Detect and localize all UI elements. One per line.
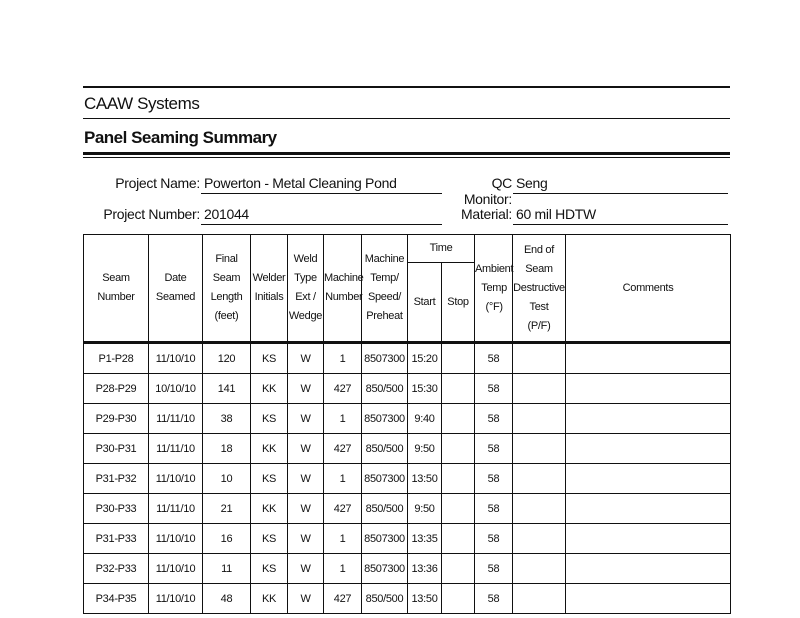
material-label: Material: [461, 206, 512, 222]
cell-final-length: 11 [203, 554, 251, 584]
cell-destructive-test [513, 554, 566, 584]
table-body [84, 343, 731, 614]
cell-date-seamed: 11/10/10 [149, 524, 203, 554]
cell-time-start: 13:50 [408, 584, 442, 614]
cell-weld-type: W [288, 584, 324, 614]
cell-welder-initials: KS [251, 554, 288, 584]
material-value: 60 mil HDTW [513, 206, 728, 225]
cell-time-stop [442, 404, 475, 434]
col-time-stop: Stop [442, 263, 475, 343]
divider-rule [83, 118, 730, 119]
col-final-seam-length: Final Seam Length (feet) [203, 235, 251, 343]
cell-seam-number: P29-P30 [84, 404, 149, 434]
qc-monitor-label: QC Monitor: [463, 175, 512, 207]
cell-machine-temp: 8507300 [362, 343, 408, 374]
col-comments: Comments [566, 235, 731, 343]
cell-time-stop [442, 464, 475, 494]
col-seam-number: Seam Number [84, 235, 149, 343]
title-rule-thick [83, 152, 730, 155]
cell-machine-number: 427 [324, 584, 362, 614]
cell-weld-type: W [288, 524, 324, 554]
cell-weld-type: W [288, 464, 324, 494]
cell-final-length: 10 [203, 464, 251, 494]
cell-comments [566, 524, 731, 554]
seaming-table [83, 234, 731, 614]
cell-comments [566, 464, 731, 494]
cell-seam-number: P30-P33 [84, 494, 149, 524]
cell-destructive-test [513, 434, 566, 464]
cell-welder-initials: KS [251, 343, 288, 374]
cell-seam-number: P32-P33 [84, 554, 149, 584]
cell-machine-temp: 850/500 [362, 434, 408, 464]
cell-machine-number: 427 [324, 494, 362, 524]
cell-comments [566, 404, 731, 434]
cell-time-start: 9:40 [408, 404, 442, 434]
col-time-start: Start [408, 263, 442, 343]
cell-machine-number: 1 [324, 464, 362, 494]
cell-machine-temp: 850/500 [362, 584, 408, 614]
cell-comments [566, 584, 731, 614]
page-title: Panel Seaming Summary [84, 128, 277, 147]
project-number-label: Project Number: [103, 206, 200, 222]
cell-date-seamed: 11/10/10 [149, 584, 203, 614]
cell-machine-number: 427 [324, 374, 362, 404]
col-welder-initials: Welder Initials [251, 235, 288, 343]
cell-date-seamed: 11/10/10 [149, 554, 203, 584]
cell-weld-type: W [288, 404, 324, 434]
cell-machine-number: 1 [324, 554, 362, 584]
cell-time-stop [442, 554, 475, 584]
cell-destructive-test [513, 343, 566, 374]
project-name-label: Project Name: [115, 175, 200, 191]
cell-time-stop [442, 494, 475, 524]
cell-comments [566, 554, 731, 584]
table-row [84, 584, 731, 614]
cell-seam-number: P31-P33 [84, 524, 149, 554]
cell-weld-type: W [288, 554, 324, 584]
cell-seam-number: P30-P31 [84, 434, 149, 464]
cell-comments [566, 374, 731, 404]
cell-ambient-temp: 58 [475, 584, 513, 614]
cell-time-start: 13:35 [408, 524, 442, 554]
cell-ambient-temp: 58 [475, 464, 513, 494]
table-row [84, 343, 731, 374]
cell-date-seamed: 11/10/10 [149, 464, 203, 494]
cell-ambient-temp: 58 [475, 374, 513, 404]
col-weld-type: Weld Type Ext / Wedge [288, 235, 324, 343]
table-row [84, 554, 731, 584]
cell-final-length: 120 [203, 343, 251, 374]
col-ambient-temp: Ambient Temp (°F) [475, 235, 513, 343]
cell-machine-temp: 8507300 [362, 524, 408, 554]
company-name: CAAW Systems [84, 94, 200, 113]
cell-final-length: 18 [203, 434, 251, 464]
cell-time-start: 9:50 [408, 434, 442, 464]
cell-time-stop [442, 524, 475, 554]
table-header-row [84, 235, 731, 263]
cell-comments [566, 494, 731, 524]
table-row [84, 464, 731, 494]
table-row [84, 524, 731, 554]
cell-weld-type: W [288, 343, 324, 374]
cell-machine-temp: 8507300 [362, 464, 408, 494]
cell-machine-temp: 8507300 [362, 404, 408, 434]
cell-final-length: 48 [203, 584, 251, 614]
cell-welder-initials: KS [251, 404, 288, 434]
cell-comments [566, 434, 731, 464]
cell-time-start: 15:20 [408, 343, 442, 374]
cell-seam-number: P31-P32 [84, 464, 149, 494]
cell-weld-type: W [288, 374, 324, 404]
cell-machine-number: 1 [324, 404, 362, 434]
col-time: Time [408, 235, 475, 263]
table-row [84, 434, 731, 464]
col-date-seamed: Date Seamed [149, 235, 203, 343]
cell-final-length: 38 [203, 404, 251, 434]
cell-destructive-test [513, 374, 566, 404]
cell-destructive-test [513, 524, 566, 554]
qc-monitor-value: Seng [513, 175, 728, 194]
cell-machine-temp: 8507300 [362, 554, 408, 584]
col-machine-number: Machine Number [324, 235, 362, 343]
cell-seam-number: P1-P28 [84, 343, 149, 374]
cell-ambient-temp: 58 [475, 524, 513, 554]
cell-welder-initials: KK [251, 374, 288, 404]
cell-welder-initials: KK [251, 494, 288, 524]
cell-ambient-temp: 58 [475, 554, 513, 584]
col-machine-temp: Machine Temp/ Speed/ Preheat [362, 235, 408, 343]
project-number-value: 201044 [201, 206, 442, 225]
cell-destructive-test [513, 404, 566, 434]
cell-time-stop [442, 434, 475, 464]
cell-ambient-temp: 58 [475, 434, 513, 464]
cell-machine-number: 427 [324, 434, 362, 464]
cell-machine-temp: 850/500 [362, 494, 408, 524]
cell-time-start: 9:50 [408, 494, 442, 524]
cell-time-start: 13:36 [408, 554, 442, 584]
cell-final-length: 21 [203, 494, 251, 524]
cell-time-start: 13:50 [408, 464, 442, 494]
cell-time-stop [442, 584, 475, 614]
cell-date-seamed: 11/11/10 [149, 434, 203, 464]
cell-final-length: 16 [203, 524, 251, 554]
cell-time-stop [442, 343, 475, 374]
title-rule-thin [83, 157, 730, 158]
cell-weld-type: W [288, 494, 324, 524]
cell-date-seamed: 11/11/10 [149, 494, 203, 524]
cell-seam-number: P34-P35 [84, 584, 149, 614]
cell-date-seamed: 11/10/10 [149, 343, 203, 374]
cell-ambient-temp: 58 [475, 343, 513, 374]
project-name-value: Powerton - Metal Cleaning Pond [201, 175, 442, 194]
table-row [84, 494, 731, 524]
cell-time-start: 15:30 [408, 374, 442, 404]
table-row [84, 404, 731, 434]
cell-destructive-test [513, 494, 566, 524]
cell-date-seamed: 11/11/10 [149, 404, 203, 434]
top-rule [83, 86, 730, 88]
cell-ambient-temp: 58 [475, 404, 513, 434]
cell-destructive-test [513, 584, 566, 614]
cell-machine-number: 1 [324, 343, 362, 374]
col-destructive-test: End of Seam Destructive Test (P/F) [513, 235, 566, 343]
cell-date-seamed: 10/10/10 [149, 374, 203, 404]
cell-destructive-test [513, 464, 566, 494]
cell-comments [566, 343, 731, 374]
cell-final-length: 141 [203, 374, 251, 404]
cell-welder-initials: KS [251, 464, 288, 494]
cell-welder-initials: KK [251, 434, 288, 464]
cell-seam-number: P28-P29 [84, 374, 149, 404]
cell-machine-number: 1 [324, 524, 362, 554]
cell-ambient-temp: 58 [475, 494, 513, 524]
cell-welder-initials: KK [251, 584, 288, 614]
cell-weld-type: W [288, 434, 324, 464]
table-row [84, 374, 731, 404]
cell-welder-initials: KS [251, 524, 288, 554]
cell-time-stop [442, 374, 475, 404]
cell-machine-temp: 850/500 [362, 374, 408, 404]
